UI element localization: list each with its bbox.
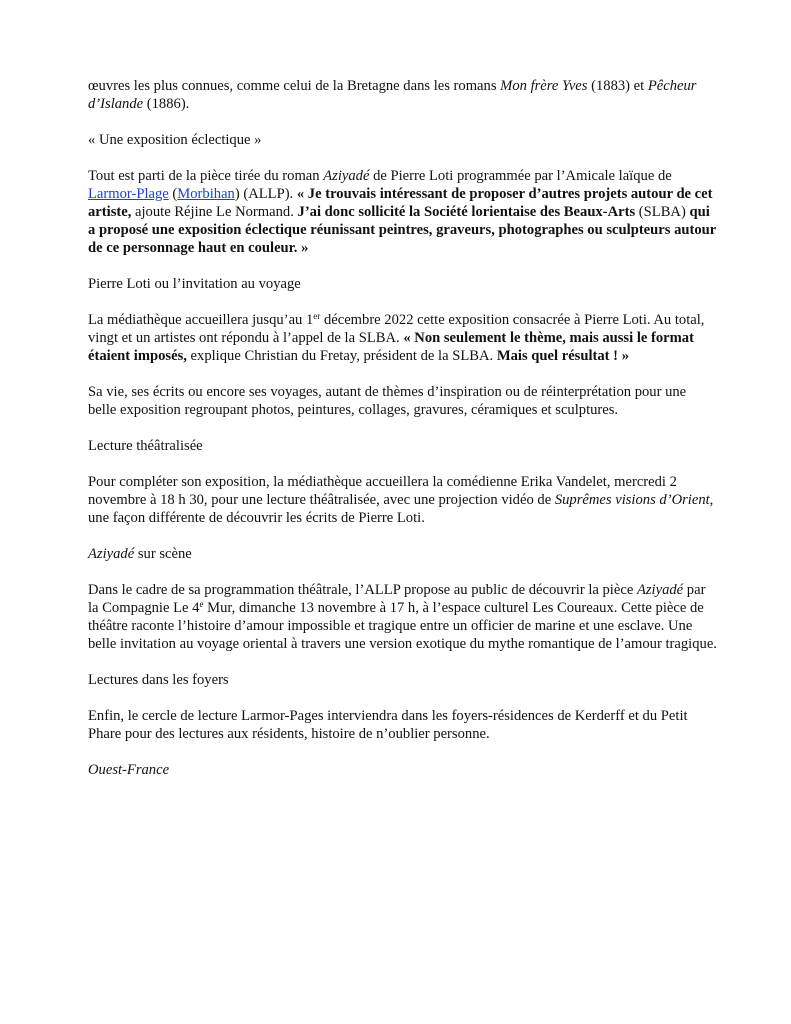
- quote-bold: « Non seulement le thème, mais aussi le format étaient imposés,: [88, 330, 694, 364]
- source-credit: Ouest-France: [88, 762, 170, 778]
- quote-bold: « Je trouvais intéressant de proposer d’autres projets autour de cet artiste,: [88, 186, 713, 220]
- paragraph-origin: Tout est parti de la pièce tirée du roman Aziyadé de Pierre Loti programmée par l’Amicale laïque de Larmor-Plage (Morbihan) (ALLP). « Je trouvais intéressant de proposer d’autres projets autour de cet artiste, ajoute Réjine Le Normand. J’ai donc sollicité la Société lorientaise des Beaux-Arts (SLBA) qui a proposé une exposition éclectique réunissant peintres, graveurs, photographes ou sculpteurs autour de ce personnage haut en couleur. »: [88, 168, 716, 256]
- play-title: Aziyadé: [636, 582, 684, 598]
- section-heading: « Une exposition éclectique »: [88, 132, 262, 148]
- paragraph-reading: Pour compléter son exposition, la médiathèque accueillera la comédienne Erika Vandelet, mercredi 2 novembre à 18 h 30, pour une lecture théâtralisée, avec une projection vidéo de Suprêmes visions d’Orient, une façon différente de découvrir les écrits de Pierre Loti.: [88, 474, 714, 526]
- book-title: Mon frère Yves: [500, 78, 588, 94]
- book-title: Pêcheur d’Islande: [88, 78, 697, 112]
- quote-bold: qui a proposé une exposition éclectique réunissant peintres, graveurs, photographes ou sculpteurs autour de ce personnage haut en couleur. »: [88, 204, 716, 256]
- section-heading: Lecture théâtralisée: [88, 438, 203, 454]
- document-page: [88, 77, 718, 779]
- section-heading: Lectures dans les foyers: [88, 672, 229, 688]
- video-title: Suprêmes visions d’Orient: [554, 492, 710, 508]
- paragraph-themes: Sa vie, ses écrits ou encore ses voyages, autant de thèmes d’inspiration ou de réinterprétation pour une belle exposition regroupant photos, peintures, collages, gravures, céramiques et sculptures.: [88, 384, 687, 418]
- book-title: Aziyadé: [323, 168, 370, 184]
- quote-bold: Mais quel résultat ! »: [496, 348, 629, 364]
- paragraph-theatre: Dans le cadre de sa programmation théâtrale, l’ALLP propose au public de découvrir la pièce Aziyadé par la Compagnie Le 4e Mur, dimanche 13 novembre à 17 h, à l’espace culturel Les Coureaux. Cette pièce de théâtre raconte l’histoire d’amour impossible et tragique entre un officier de marine et une esclave. Une belle invitation au voyage oriental à travers une version exotique du mythe romantique de l’amour tragique.: [88, 582, 717, 652]
- link-larmor-plage[interactable]: Larmor-Plage: [88, 186, 169, 202]
- paragraph-foyers: Enfin, le cercle de lecture Larmor-Pages interviendra dans les foyers-résidences de Kerderff et du Petit Phare pour des lectures aux résidents, histoire de n’oublier personne.: [88, 708, 688, 742]
- section-heading: Aziyadé sur scène: [88, 546, 192, 562]
- section-heading: Pierre Loti ou l’invitation au voyage: [88, 276, 301, 292]
- quote-bold: J’ai donc sollicité la Société lorientaise des Beaux-Arts: [297, 204, 636, 220]
- paragraph-exhibition: La médiathèque accueillera jusqu’au 1er décembre 2022 cette exposition consacrée à Pierre Loti. Au total, vingt et un artistes ont répondu à l’appel de la SLBA. « Non seulement le thème, mais aussi le format étaient imposés, explique Christian du Fretay, président de la SLBA. Mais quel résultat ! »: [88, 311, 705, 364]
- paragraph-intro: œuvres les plus connues, comme celui de la Bretagne dans les romans Mon frère Yves (1883) et Pêcheur d’Islande (1886).: [88, 78, 697, 112]
- link-morbihan[interactable]: Morbihan: [177, 186, 235, 202]
